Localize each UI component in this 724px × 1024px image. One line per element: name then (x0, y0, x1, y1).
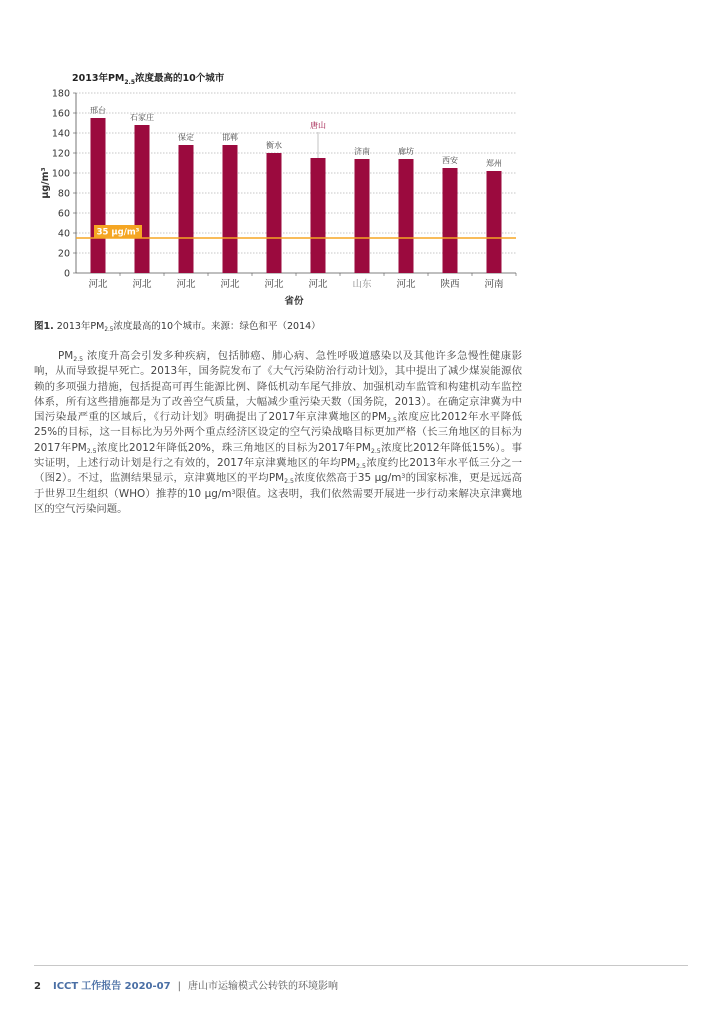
city-label: 西安 (442, 156, 458, 165)
footer-title: 唐山市运输模式公转铁的环境影响 (187, 981, 338, 992)
bar (223, 145, 238, 273)
bar (135, 125, 150, 273)
y-axis-label: μg/m³ (40, 167, 51, 199)
footer-report: 工作报告 2020-07 (81, 981, 171, 992)
city-label: 石家庄 (130, 113, 154, 122)
city-label: 邢台 (90, 106, 106, 115)
city-label: 济南 (354, 147, 370, 156)
footer-org: ICCT (52, 981, 79, 992)
city-label: 廊坊 (398, 147, 414, 156)
y-tick-label: 80 (57, 188, 70, 200)
page-footer (34, 977, 338, 992)
city-label: 郑州 (486, 159, 502, 168)
y-tick-label: 180 (51, 88, 70, 100)
figure-caption: 图1. 2013年$PM_{2.5}$浓度最高的10个城市。来源：绿色和平（2014） (34, 321, 321, 333)
body-paragraph: $PM_{2.5}$ 浓度升高会引发多种疾病，包括肺癌、肺心病、急性呼吸道感染以及其他许多急慢性健康影响，从而导致提早死亡。2013年，国务院发布了《大气污染防治行动计划》，其中提出了减少煤炭能源依赖的多项强力措施，包括提高可再生能源比例、降低机动车尾气排放、加强机动车监管和构建机动车监控体系，所有这些措施都是为了改善空气质量，大幅减少重污染天数（国务院，2013）。在确定京津冀为中国污染最严重的区域后，《行动计划》明确提出了2017年京津冀地区的$PM_{2.5}$浓度应比2012年水平降低25%的目标，这一目标比为另外两个重点经济区设定的空气污染战略目标更加严格（长三角地区的目标为2017年$PM_{2.5}$浓度比2012年降低20%，珠三角地区的目标为2017年$PM_{2.5}$浓度比2012年降低15%）。事实证明，上述行动计划是行之有效的，2017年京津冀地区的年均$PM_{2.5}$浓度约比2013年水平低三分之一（图2）。不过，监测结果显示，京津冀地区的平均$PM_{2.5}$浓度依然高于35 $\mu g/m^3$的国家标准，更是远远高于世界卫生组织（WHO）推荐的10 $\mu g/m^3$限值。这表明，我们依然需要开展进一步行动来解决京津冀地区的空气污染问题。 (34, 350, 522, 515)
footer-separator: | (177, 981, 181, 992)
x-tick-label: 河北 (176, 279, 196, 290)
bar (443, 168, 458, 273)
x-tick-label: 河北 (132, 279, 152, 290)
y-tick-label: 0 (63, 268, 70, 280)
y-tick-label: 20 (57, 248, 70, 260)
y-tick-label: 120 (51, 148, 70, 160)
x-tick-label: 河北 (220, 279, 240, 290)
reference-label: 35 μg/m³ (96, 227, 140, 238)
footer-divider (34, 965, 688, 966)
city-label: 保定 (178, 133, 194, 142)
y-tick-label: 140 (51, 128, 70, 140)
figure-label: 图1. (34, 321, 54, 332)
city-label: 邯郸 (222, 133, 238, 142)
y-tick-label: 40 (57, 228, 70, 240)
bar (487, 171, 502, 273)
y-tick-label: 100 (51, 168, 70, 180)
chart-title: 2013年$PM_{2.5}$浓度最高的10个城市 (72, 73, 225, 86)
x-tick-label: 陕西 (440, 279, 460, 290)
page-number: 2 (34, 981, 41, 992)
chart-bars (91, 118, 502, 273)
x-axis-label: 省份 (284, 296, 304, 307)
city-label: 唐山 (310, 121, 326, 130)
bar (311, 158, 326, 273)
bar (91, 118, 106, 273)
x-tick-label: 河北 (88, 279, 108, 290)
bar (399, 159, 414, 273)
y-tick-label: 160 (51, 108, 70, 120)
city-label: 衡水 (266, 141, 282, 150)
x-tick-label: 河北 (396, 279, 416, 290)
pm25-bar-chart (0, 0, 724, 320)
bar (267, 153, 282, 273)
x-tick-label: 河南 (484, 279, 504, 290)
x-tick-label: 河北 (308, 279, 328, 290)
x-tick-label: 山东 (352, 279, 372, 290)
x-tick-label: 河北 (264, 279, 284, 290)
bar (355, 159, 370, 273)
y-tick-label: 60 (57, 208, 70, 220)
bar (179, 145, 194, 273)
